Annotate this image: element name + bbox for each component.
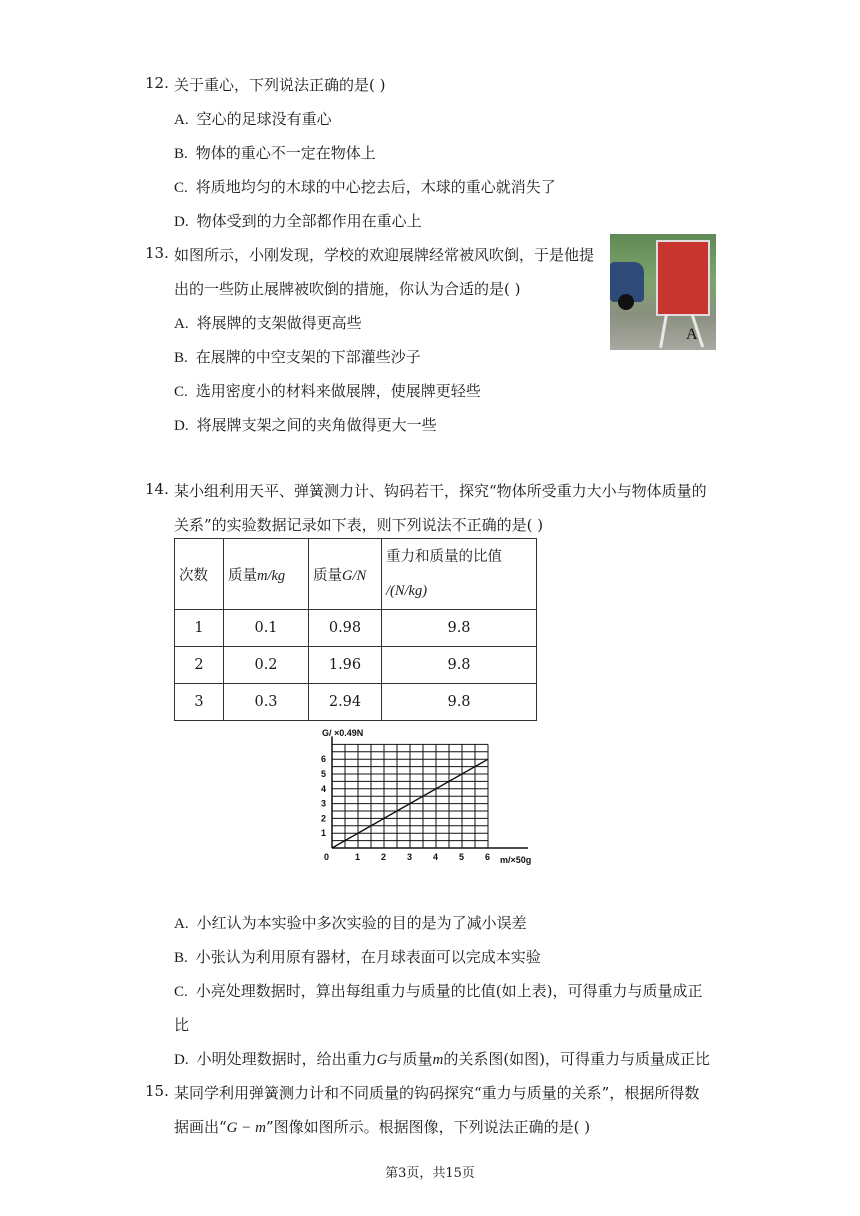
table-cell: 2	[175, 647, 224, 684]
x-tick-label: 2	[381, 852, 387, 862]
table-cell: 1	[175, 610, 224, 647]
y-axis-label: G/ ×0.49N	[322, 728, 364, 738]
q14-option-d: D. 小明处理数据时，给出重力G与质量m的关系图(如图)，可得重力与质量成正比	[174, 1050, 711, 1068]
q14-option-c-cont: 比	[174, 1016, 190, 1034]
q12-number: 12.	[145, 74, 169, 92]
q14-option-b: B. 小张认为利用原有器材，在月球表面可以完成本实验	[174, 948, 541, 966]
x-tick-label: 5	[459, 852, 465, 862]
data-table	[174, 538, 537, 721]
table-cell: 2.94	[309, 684, 382, 721]
car-wheel	[618, 294, 634, 310]
q13-stem-line1: 如图所示，小刚发现，学校的欢迎展牌经常被风吹倒，于是他提	[174, 246, 595, 264]
y-tick-label: 2	[321, 813, 327, 824]
x-tick-label: 1	[355, 852, 361, 862]
q12-option-c: C. 将质地均匀的木球的中心挖去后，木球的重心就消失了	[174, 178, 556, 196]
table-header-row	[175, 539, 537, 610]
x-axis-label: m/×50g	[500, 855, 532, 865]
table-cell: 9.8	[382, 610, 537, 647]
q12-option-d: D. 物体受到的力全部都作用在重心上	[174, 212, 422, 230]
q13-number: 13.	[145, 244, 169, 262]
q14-number: 14.	[145, 480, 169, 498]
q14-stem-line1: 某小组利用天平、弹簧测力计、钩码若干，探究“物体所受重力大小与物体质量的	[174, 482, 707, 500]
table-cell: 0.1	[224, 610, 309, 647]
q14-option-c: C. 小亮处理数据时，算出每组重力与质量的比值(如上表)，可得重力与质量成正	[174, 982, 703, 1000]
table-cell: 9.8	[382, 647, 537, 684]
y-tick-label: 4	[321, 783, 327, 794]
board-leg	[659, 314, 668, 348]
x-tick-label: 3	[407, 852, 413, 862]
q14-option-a: A. 小红认为本实验中多次实验的目的是为了减小误差	[174, 914, 527, 932]
header-ratio: 重力和质量的比值 /(N/kg)	[382, 539, 537, 610]
table-cell: 0.98	[309, 610, 382, 647]
y-tick-label: 5	[321, 769, 327, 779]
table-row	[175, 647, 537, 684]
q13-option-a: A. 将展牌的支架做得更高些	[174, 314, 362, 332]
q14-stem-line2: 关系”的实验数据记录如下表，则下列说法不正确的是( )	[174, 516, 544, 534]
q13-stem-line2: 出的一些防止展牌被吹倒的措施，你认为合适的是( )	[174, 280, 521, 298]
x-tick-label: 6	[485, 852, 491, 862]
y-tick-label: 1	[321, 828, 327, 839]
header-mass: 质量m/kg	[224, 539, 309, 610]
q12-stem: 关于重心，下列说法正确的是( )	[174, 76, 386, 94]
x-tick-label: 4	[433, 852, 439, 862]
q13-option-d: D. 将展牌支架之间的夹角做得更大一些	[174, 416, 437, 434]
page-footer: 第3页，共15页	[385, 1166, 475, 1181]
q15-stem-line2: 据画出“G − m”图像如图所示。根据图像，下列说法正确的是( )	[174, 1118, 591, 1136]
q15-number: 15.	[145, 1082, 169, 1100]
table-cell: 1.96	[309, 647, 382, 684]
q13-option-b: B. 在展牌的中空支架的下部灌些沙子	[174, 348, 421, 366]
table-row	[175, 684, 537, 721]
header-weight: 质量G/N	[309, 539, 382, 610]
q12-option-b: B. 物体的重心不一定在物体上	[174, 144, 376, 162]
header-count: 次数	[175, 539, 224, 610]
display-board-photo	[610, 234, 716, 350]
table-cell: 9.8	[382, 684, 537, 721]
display-board	[656, 240, 710, 316]
q12-option-a: A. 空心的足球没有重心	[174, 110, 332, 128]
table-cell: 0.2	[224, 647, 309, 684]
y-tick-label: 6	[321, 754, 327, 765]
photo-label: A	[686, 326, 698, 343]
g-m-graph	[310, 722, 550, 870]
q13-option-c: C. 选用密度小的材料来做展牌，使展牌更轻些	[174, 382, 481, 400]
table-cell: 0.3	[224, 684, 309, 721]
q15-stem-line1: 某同学利用弹簧测力计和不同质量的钩码探究“重力与质量的关系”，根据所得数	[174, 1084, 700, 1102]
table-cell: 3	[175, 684, 224, 721]
x-tick-label: 0	[324, 852, 330, 862]
y-tick-label: 3	[321, 798, 327, 809]
table-row	[175, 610, 537, 647]
